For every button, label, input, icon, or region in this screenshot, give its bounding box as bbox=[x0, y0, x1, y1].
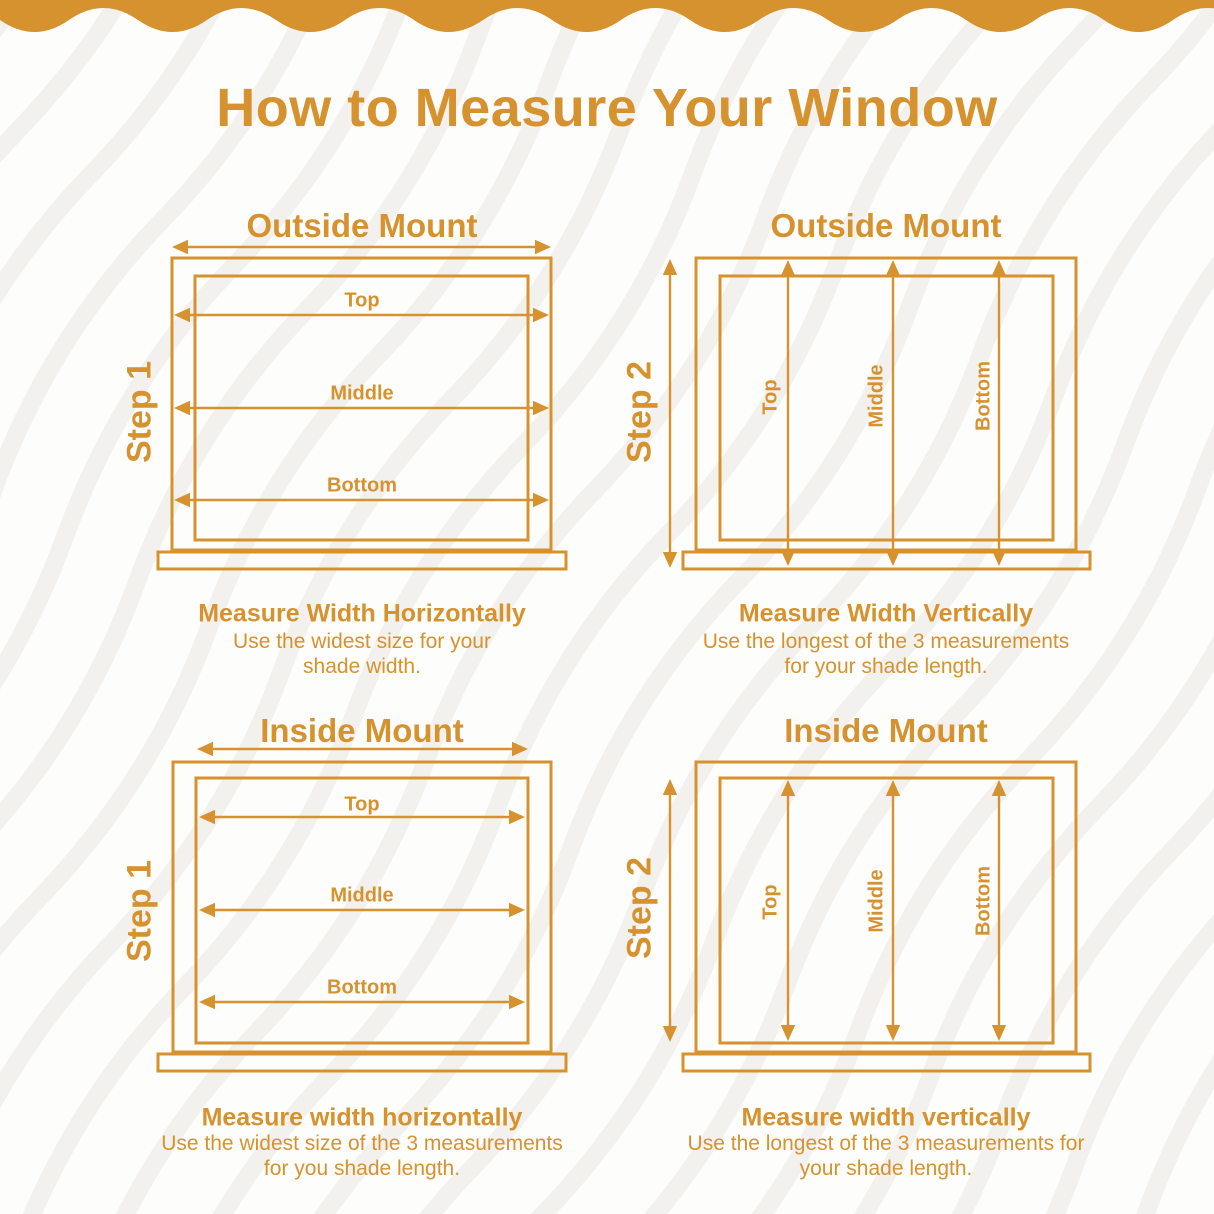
panel1-caption-title: Measure Width Horizontally bbox=[198, 599, 526, 628]
panel1-bottom-label: Bottom bbox=[327, 474, 397, 497]
width-measure-arrows bbox=[188, 247, 535, 500]
panel1-caption-line2: shade width. bbox=[303, 655, 421, 678]
panel3-caption-line1: Use the widest size of the 3 measurements bbox=[161, 1132, 563, 1155]
panel3-top-label: Top bbox=[344, 793, 380, 816]
arrowheads bbox=[663, 779, 1006, 1042]
panel4-middle-label: Middle bbox=[865, 869, 888, 933]
panel1-mount-title: Outside Mount bbox=[246, 207, 478, 244]
panel4-step-label: Step 2 bbox=[620, 856, 659, 960]
panel4-caption-line1: Use the longest of the 3 measurements for bbox=[687, 1132, 1085, 1155]
panel4-caption-line2: your shade length. bbox=[799, 1157, 973, 1180]
window-sill bbox=[683, 552, 1090, 569]
panel1-top-label: Top bbox=[344, 289, 380, 312]
panel3-caption-title: Measure width horizontally bbox=[201, 1103, 523, 1132]
width-measure-arrows bbox=[213, 749, 512, 1002]
panel1-middle-label: Middle bbox=[330, 382, 394, 405]
panel2-caption-line2: for your shade length. bbox=[784, 655, 988, 678]
panel4-caption-title: Measure width vertically bbox=[741, 1103, 1031, 1132]
panel3-mount-title: Inside Mount bbox=[260, 712, 464, 749]
panel2-top-label: Top bbox=[759, 379, 782, 415]
arrowheads bbox=[663, 259, 1006, 568]
panel2-caption-line1: Use the longest of the 3 measurements bbox=[702, 630, 1070, 653]
arrowheads bbox=[197, 742, 528, 1009]
panel4-mount-title: Inside Mount bbox=[784, 712, 988, 749]
panel3-step-label: Step 1 bbox=[120, 859, 159, 963]
window-sill bbox=[683, 1054, 1090, 1071]
panel2-mount-title: Outside Mount bbox=[770, 207, 1002, 244]
panel2-bottom-label: Bottom bbox=[972, 361, 995, 431]
panel2-middle-label: Middle bbox=[865, 364, 888, 428]
panel2-caption-title: Measure Width Vertically bbox=[738, 599, 1034, 628]
panel4-top-label: Top bbox=[759, 884, 782, 920]
panel1-step-label: Step 1 bbox=[120, 360, 159, 464]
arrowheads bbox=[172, 240, 551, 507]
panel1-caption-line1: Use the widest size for your bbox=[233, 630, 491, 653]
window-sill bbox=[158, 552, 566, 569]
panel4-bottom-label: Bottom bbox=[972, 866, 995, 936]
panel3-bottom-label: Bottom bbox=[327, 976, 397, 999]
panel3-caption-line2: for you shade length. bbox=[263, 1157, 461, 1180]
page-title: How to Measure Your Window bbox=[216, 78, 998, 138]
panel3-middle-label: Middle bbox=[330, 884, 394, 907]
panel2-step-label: Step 2 bbox=[620, 360, 659, 464]
window-sill bbox=[158, 1054, 566, 1071]
